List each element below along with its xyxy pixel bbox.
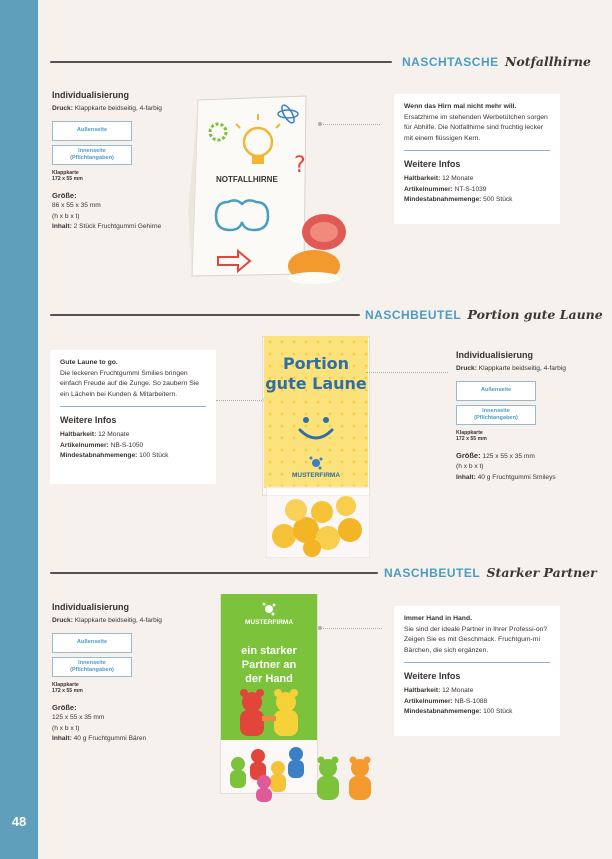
size-block: Größe: 125 x 55 x 35 mm (h x b x t) Inhalt: 40 g Fruchtgummi Smileys bbox=[456, 450, 556, 481]
section-rule bbox=[50, 314, 360, 316]
mindestabnahmemenge: Mindestabnahmemenge: 100 Stück bbox=[60, 452, 169, 459]
section-rule bbox=[50, 572, 378, 574]
section-product-name: Portion gute Laune bbox=[467, 307, 603, 322]
product-slogan: Portion gute Laune bbox=[265, 354, 367, 393]
weitere-infos-title: Weitere Infos bbox=[60, 415, 117, 425]
size-block: Größe: 86 x 55 x 35 mm (h x b x t) Inhalt: 2 Stück Fruchtgummi Gehirne bbox=[52, 190, 162, 230]
card-description: Wenn das Hirn mal nicht mehr will. Ersatzhirne im stehenden Werbetütchen sorgen für Abhilfe. Die Notfallhirne sind fruchtig lecker mit einem flüssigen Kern. bbox=[404, 103, 548, 142]
mindestabnahmemenge: Mindestabnahmemenge: 100 Stück bbox=[404, 708, 513, 715]
product-brand: MUSTERFIRMA bbox=[244, 619, 294, 626]
section-heading bbox=[402, 54, 591, 69]
info-card bbox=[50, 350, 216, 484]
druck-text: Druck: Klappkarte beidseitig, 4-farbig bbox=[52, 617, 162, 624]
gummy-brains bbox=[284, 210, 354, 290]
gummy-smileys bbox=[266, 486, 370, 558]
section-category: NASCHBEUTEL bbox=[365, 308, 462, 322]
sidebar-stripe bbox=[0, 0, 38, 859]
haltbarkeit: Haltbarkeit: 12 Monate bbox=[60, 431, 130, 438]
info-card bbox=[394, 606, 560, 736]
outside-button[interactable]: Außenseite bbox=[52, 121, 132, 141]
svg-text:?: ? bbox=[294, 153, 306, 178]
gummy-bears bbox=[224, 738, 374, 804]
klappkarte-label: Klappkarte 172 x 55 mm bbox=[456, 429, 487, 442]
size-block: Größe: 125 x 55 x 35 mm (h x b x t) Inhalt: 40 g Fruchtgummi Bären bbox=[52, 702, 147, 742]
smiley-icon bbox=[294, 414, 338, 444]
section-rule bbox=[50, 61, 392, 63]
section-category: NASCHTASCHE bbox=[402, 55, 499, 69]
section-product-name: Starker Partner bbox=[486, 565, 597, 580]
artikelnummer: Artikelnummer: NB-S-1088 bbox=[404, 697, 488, 705]
inside-button[interactable]: Innenseite (Pflichtangaben) bbox=[52, 657, 132, 677]
product-image-notfallhirne bbox=[188, 92, 328, 284]
page-number: 48 bbox=[11, 814, 27, 829]
outside-button[interactable]: Außenseite bbox=[456, 381, 536, 401]
section-heading bbox=[365, 307, 603, 322]
product-image-starker-partner bbox=[220, 594, 380, 808]
druck-text: Druck: Klappkarte beidseitig, 4-farbig bbox=[52, 105, 162, 112]
weitere-infos-title: Weitere Infos bbox=[404, 671, 461, 681]
section-category: NASCHBEUTEL bbox=[384, 566, 481, 580]
artikelnummer: Artikelnummer: NB-S-1050 bbox=[60, 441, 144, 449]
card-description: Gute Laune to go. Die leckeren Fruchtgummi Smilies bringen einfach Freude auf die Zunge. So zaubern Sie ein Lächeln bei Kunden & Mitarbeitern. bbox=[60, 359, 200, 398]
individualisierung-title: Individualisierung bbox=[52, 602, 130, 612]
outside-button[interactable]: Außenseite bbox=[52, 633, 132, 653]
haltbarkeit: Haltbarkeit: 12 Monate bbox=[404, 175, 474, 182]
product-slogan: ein starker Partner an der Hand bbox=[241, 645, 297, 685]
brand-logo-icon bbox=[262, 602, 276, 616]
haltbarkeit: Haltbarkeit: 12 Monate bbox=[404, 687, 474, 694]
klappkarte-label: Klappkarte 172 x 55 mm bbox=[52, 681, 83, 694]
section-heading bbox=[384, 565, 597, 580]
individualisierung-title: Individualisierung bbox=[456, 350, 534, 360]
artikelnummer: Artikelnummer: NT-S-1039 bbox=[404, 185, 487, 193]
individualisierung-block bbox=[52, 602, 162, 745]
bears-illustration bbox=[230, 688, 310, 738]
inside-button[interactable]: Innenseite (Pflichtangaben) bbox=[52, 145, 132, 165]
product-label-text: NOTFALLHIRNE bbox=[216, 175, 278, 184]
product-image-gute-laune bbox=[262, 336, 372, 560]
individualisierung-title: Individualisierung bbox=[52, 90, 130, 100]
inside-button[interactable]: Innenseite (Pflichtangaben) bbox=[456, 405, 536, 425]
info-card bbox=[394, 94, 560, 224]
product-brand: MUSTERFIRMA bbox=[291, 472, 341, 479]
brand-logo-icon bbox=[309, 456, 323, 470]
individualisierung-block bbox=[52, 90, 162, 233]
individualisierung-block bbox=[456, 350, 576, 483]
card-description: Immer Hand in Hand. Sie sind der ideale Partner in Ihrer Professi-on? Zeigen Sie es mit Geschmack. Fruchtgum-mi Bärchen, die sich ergänzen. bbox=[404, 615, 548, 654]
mindestabnahmemenge: Mindestabnahmemenge: 500 Stück bbox=[404, 196, 513, 203]
druck-text: Druck: Klappkarte beidseitig, 4-farbig bbox=[456, 365, 566, 372]
klappkarte-label: Klappkarte 172 x 55 mm bbox=[52, 169, 83, 182]
section-product-name: Notfallhirne bbox=[504, 54, 591, 69]
weitere-infos-title: Weitere Infos bbox=[404, 159, 461, 169]
